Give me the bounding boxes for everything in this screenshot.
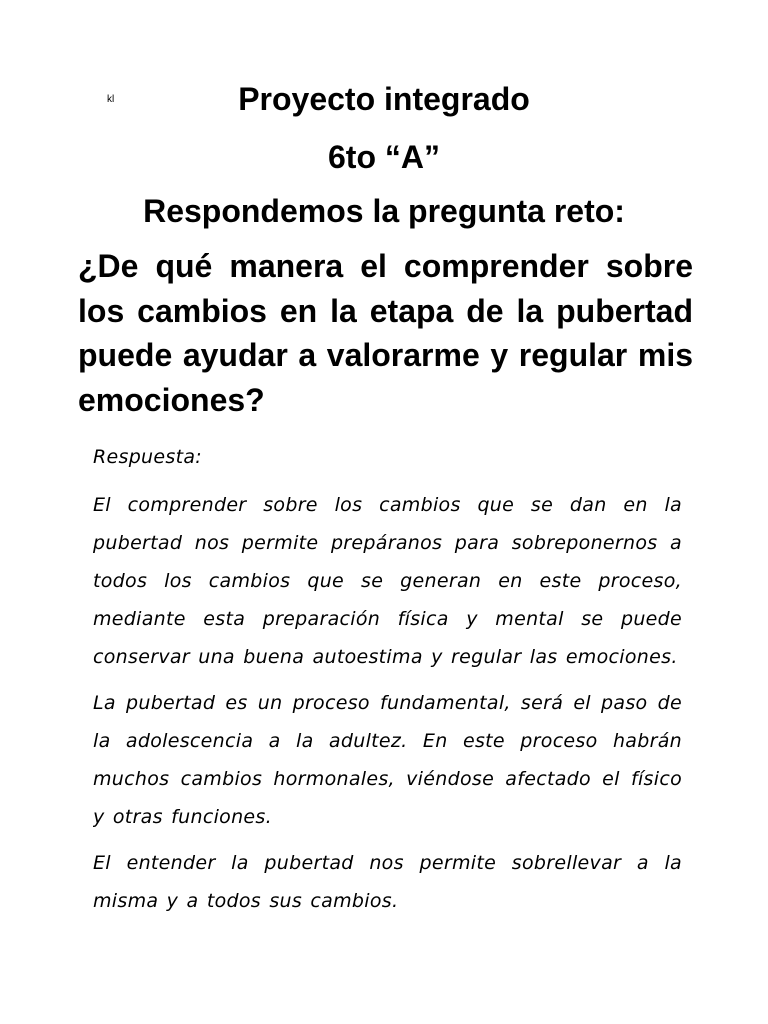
answer-paragraph-2: La pubertad es un proceso fundamental, será el paso de la adolescencia a la adultez. En este proceso habrán muchos cambios hormonales, viéndose afectado el físico y otras funciones.	[93, 692, 682, 828]
answer-paragraph-1: El comprender sobre los cambios que se dan en la pubertad nos permite prepáranos para sobreponernos a todos los cambios que se generan en este proceso, mediante esta preparación física y mental se puede conservar una buena autoestima y regular las emociones.	[93, 494, 682, 668]
answer-label: Respuesta:	[93, 446, 202, 468]
grade-label: 6to “A”	[328, 139, 440, 175]
answer-section	[93, 438, 682, 932]
answer-paragraph-3: El entender la pubertad nos permite sobrellevar a la misma y a todos sus cambios.	[93, 852, 682, 912]
corner-mark: kl	[107, 94, 115, 105]
project-title: Proyecto integrado	[238, 81, 530, 117]
challenge-question: ¿De qué manera el comprender sobre los cambios en la etapa de la pubertad puede ayudar a valorarme y regular mis emociones?	[78, 248, 693, 418]
challenge-subtitle: Respondemos la pregunta reto:	[143, 193, 625, 229]
